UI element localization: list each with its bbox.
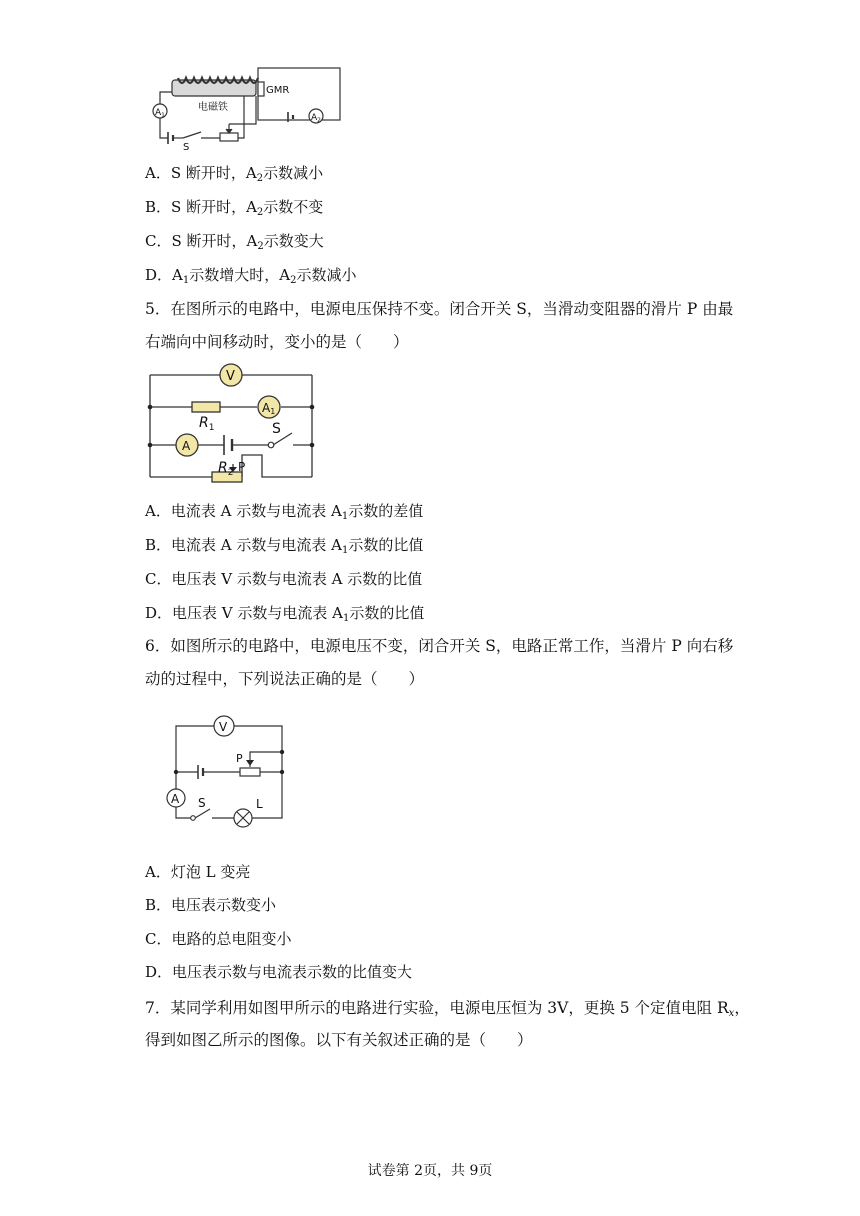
q5-ammeter-a-label: A bbox=[182, 439, 191, 453]
q6-switch-label: S bbox=[198, 796, 206, 810]
q6-option-c: C．电路的总电阻变小 bbox=[145, 930, 292, 948]
q5-slider-label: P bbox=[238, 460, 246, 474]
q6-ammeter-label: A bbox=[171, 792, 180, 806]
q4-option-c: C．S 断开时，$A_2$示数变大 bbox=[145, 232, 324, 252]
q5-ammeter-a1-label: A1 bbox=[262, 401, 276, 416]
q6-stem-line1: 6．如图所示的电路中，电源电压不变，闭合开关 S，电路正常工作，当滑片 P 向右移 bbox=[145, 637, 734, 655]
q4-ammeter-a2-label: $A_2$ bbox=[311, 113, 321, 124]
q5-option-d: D．电压表 V 示数与电流表 $A_1$示数的比值 bbox=[145, 604, 425, 624]
q5-stem-line1: 5．在图所示的电路中，电源电压保持不变。闭合开关 S，当滑动变阻器的滑片 P 由最 bbox=[145, 300, 734, 318]
q4-option-a: A．S 断开时，$A_2$示数减小 bbox=[145, 164, 324, 184]
q5-option-b: B．电流表 A 示数与电流表 $A_1$示数的比值 bbox=[145, 536, 424, 556]
q6-lamp-label: L bbox=[256, 797, 263, 811]
q6-stem-line2: 动的过程中，下列说法正确的是（ ） bbox=[145, 670, 425, 688]
q5-stem-line2: 右端向中间移动时，变小的是（ ） bbox=[145, 333, 409, 351]
q4-circuit-figure bbox=[138, 66, 344, 150]
q4-option-b: B．S 断开时，$A_2$示数不变 bbox=[145, 198, 324, 218]
q6-circuit-figure bbox=[160, 714, 290, 834]
q4-ammeter-a1-label: $A_1$ bbox=[155, 108, 165, 119]
q4-option-d: D．$A_1$示数增大时，$A_2$示数减小 bbox=[145, 266, 357, 286]
q7-stem-line2: 得到如图乙所示的图像。以下有关叙述正确的是（ ） bbox=[145, 1031, 533, 1049]
q5-r2-label: $R_2$ bbox=[218, 460, 234, 478]
q7-stem-line1: 7．某同学利用如图甲所示的电路进行实验，电源电压恒为 3V，更换 5 个定值电阻 $R_x$， bbox=[145, 999, 750, 1019]
q5-r1-label: $R_1$ bbox=[199, 415, 215, 433]
q4-coil-label: 电磁铁 bbox=[198, 102, 228, 113]
q5-option-a: A．电流表 A 示数与电流表 $A_1$示数的差值 bbox=[145, 502, 424, 522]
q4-switch-label: S bbox=[183, 142, 190, 150]
q6-option-b: B．电压表示数变小 bbox=[145, 896, 277, 914]
q5-option-c: C．电压表 V 示数与电流表 A 示数的比值 bbox=[145, 570, 423, 588]
q6-option-d: D．电压表示数与电流表示数的比值变大 bbox=[145, 963, 413, 981]
q6-option-a: A．灯泡 L 变亮 bbox=[145, 863, 251, 881]
q5-switch-label: S bbox=[272, 421, 281, 437]
page-footer: 试卷第 2页，共 9页 bbox=[367, 1163, 493, 1179]
q6-slider-label: P bbox=[236, 752, 243, 765]
q5-voltmeter-label: V bbox=[226, 369, 235, 384]
q4-gmr-label: GMR bbox=[266, 85, 290, 96]
q5-circuit-figure bbox=[142, 361, 324, 489]
q6-voltmeter-label: V bbox=[219, 720, 228, 734]
